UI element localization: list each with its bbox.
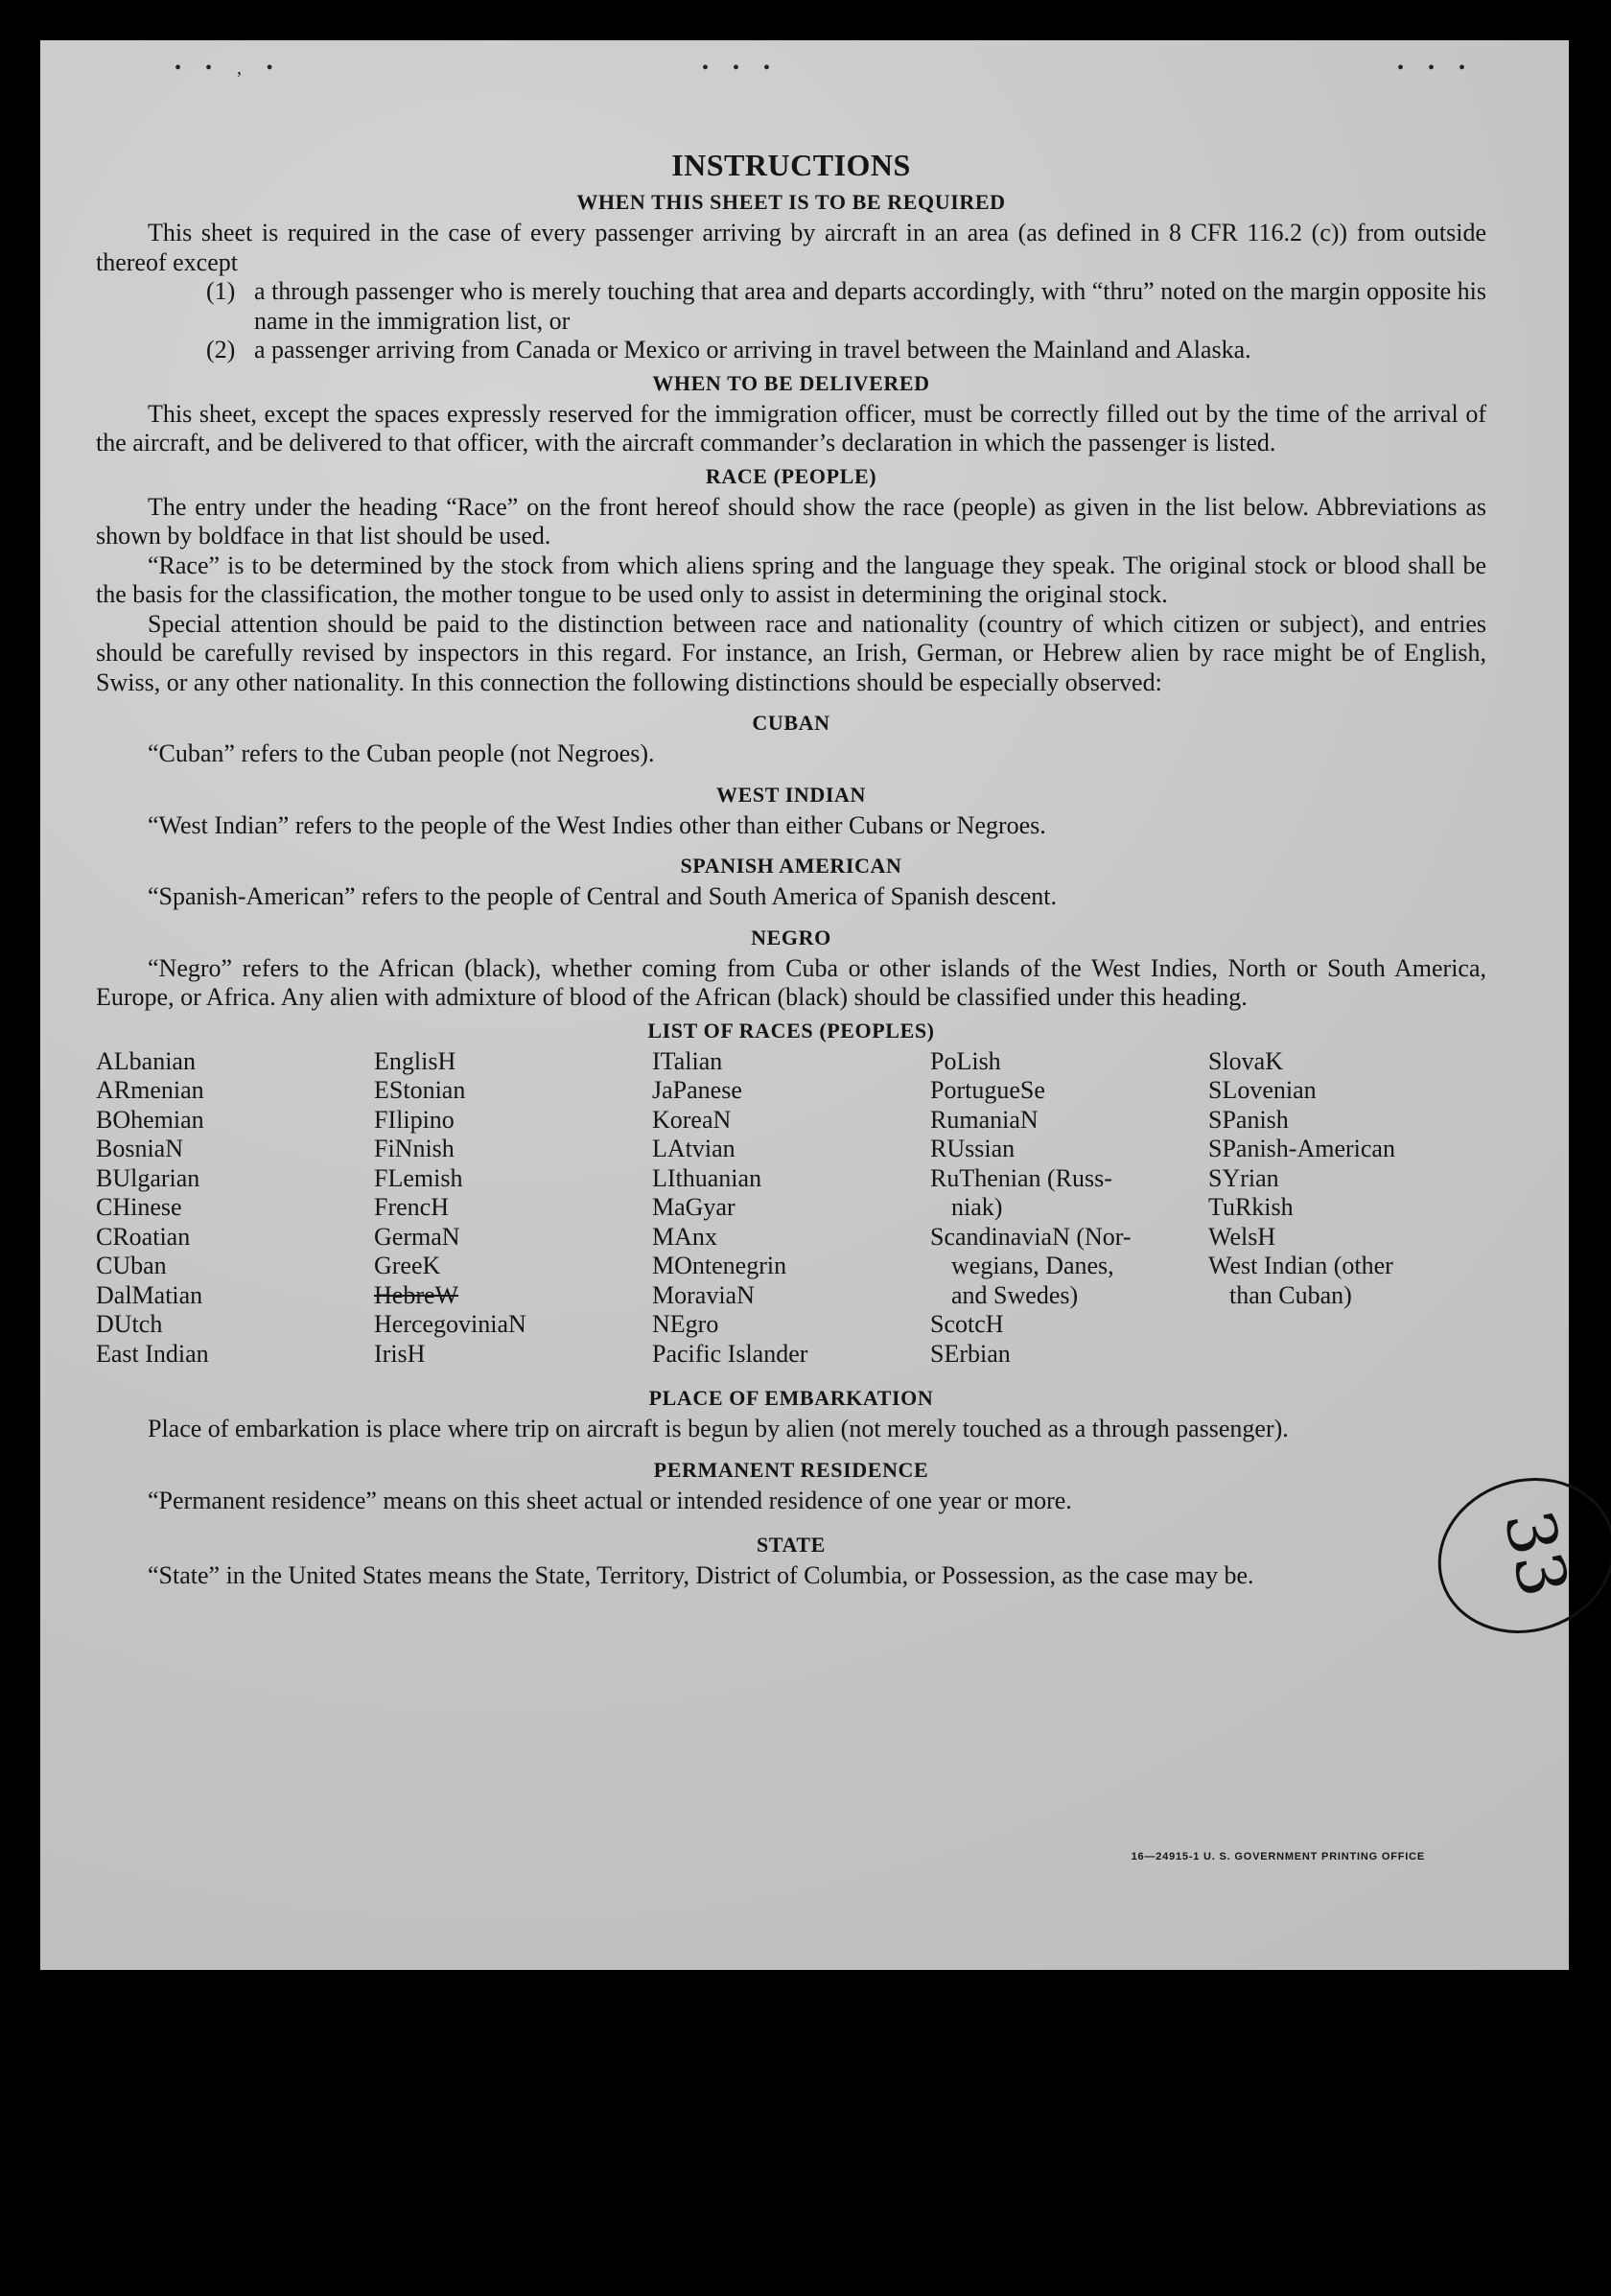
race-entry: ALbanian	[96, 1046, 196, 1075]
race-entry: Pacific Islander	[652, 1339, 808, 1368]
race-entry: and Swedes)	[951, 1280, 1079, 1309]
race-entry: CHinese	[96, 1193, 182, 1221]
race-column	[652, 1047, 930, 1370]
race-entry: ScandinaviaN (Nor-	[930, 1222, 1132, 1251]
race-column	[930, 1047, 1208, 1370]
race-entry: EnglisH	[374, 1046, 456, 1075]
heading-list-of-races: LIST OF RACES (PEOPLES)	[647, 1018, 935, 1043]
race-entry: GreeK	[374, 1252, 441, 1279]
paragraph-race-3: Special attention should be paid to the distinction between race and nationality (country of which citizen or subject), and entries should be carefully revised by inspectors in this regard. For instance, an Irish, German, or Hebrew alien by race might be of English, Swiss, or any other nationality. In this connection the following distinctions should be especially observed:	[96, 609, 1486, 696]
list-text: a passenger arriving from Canada or Mexico or arriving in travel between the Mainland and Alaska.	[254, 336, 1251, 363]
heading-cuban: CUBAN	[752, 711, 830, 735]
heading-permanent-residence: PERMANENT RESIDENCE	[653, 1457, 929, 1482]
race-entry: FIlipino	[374, 1105, 455, 1134]
instruction-sheet	[40, 40, 1584, 1970]
race-entry: ARmenian	[96, 1076, 204, 1104]
list-number: (1)	[206, 277, 236, 305]
race-entry: MOntenegrin	[652, 1252, 787, 1279]
race-entry: RuThenian (Russ-	[930, 1163, 1112, 1192]
race-entry: IrisH	[374, 1339, 426, 1368]
paragraph-embarkation: Place of embarkation is place where trip on aircraft is begun by alien (not merely touched as a through passenger).	[148, 1415, 1289, 1442]
heading-race: RACE (PEOPLE)	[705, 463, 877, 488]
printing-office-code: 16—24915-1 U. S. GOVERNMENT PRINTING OFFICE	[1131, 1851, 1425, 1863]
paragraph-negro: “Negro” refers to the African (black), whether coming from Cuba or other islands of the West Indies, North or South America, Europe, or Africa. Any alien with admixture of blood of the African (black) should be classified under this heading.	[96, 953, 1486, 1011]
paragraph-race-2: “Race” is to be determined by the stock from which aliens spring and the language they speak. The original stock or blood shall be the basis for the classification, the mother tongue to be used only to assist in determining the original stock.	[96, 551, 1486, 608]
race-column	[374, 1047, 652, 1370]
race-entry: PoLish	[930, 1046, 1001, 1075]
paragraph-cuban: “Cuban” refers to the Cuban people (not Negroes).	[148, 739, 655, 767]
race-entry: DUtch	[96, 1310, 163, 1338]
punch-marks: • • •	[702, 58, 781, 79]
race-entry: CUban	[96, 1252, 167, 1279]
paragraph-spanish-american: “Spanish-American” refers to the people of Central and South America of Spanish descent.	[148, 882, 1057, 910]
race-column	[1208, 1047, 1486, 1370]
paragraph-permanent-residence: “Permanent residence” means on this sheet actual or intended residence of one year or more.	[148, 1486, 1072, 1514]
race-entry: FrencH	[374, 1193, 449, 1221]
heading-when-required: WHEN THIS SHEET IS TO BE REQUIRED	[576, 190, 1006, 214]
race-entry: MAnx	[652, 1222, 717, 1251]
punch-marks: • • •	[1397, 58, 1476, 79]
race-entry: MoraviaN	[652, 1280, 755, 1309]
document-body	[96, 146, 1486, 1591]
list-item	[206, 277, 1486, 336]
punch-marks: • • ‚ •	[175, 58, 283, 79]
race-entry: CRoatian	[96, 1222, 191, 1251]
paragraph-west-indian: “West Indian” refers to the people of the West Indies other than either Cubans or Negroes.	[148, 810, 1046, 839]
race-entry: ScotcH	[930, 1310, 1004, 1338]
race-entry: BosniaN	[96, 1135, 183, 1162]
race-entry: West Indian (other	[1208, 1252, 1393, 1279]
race-entry: SPanish	[1208, 1105, 1289, 1134]
race-entry: ITalian	[652, 1046, 723, 1075]
race-entry: SLovenian	[1208, 1076, 1317, 1104]
race-entry: HebreW	[374, 1280, 459, 1309]
race-entry: KoreaN	[652, 1105, 732, 1134]
race-entry: FiNnish	[374, 1135, 455, 1162]
heading-state: STATE	[757, 1533, 826, 1557]
document-title: INSTRUCTIONS	[671, 148, 911, 182]
heading-spanish-american: SPANISH AMERICAN	[680, 854, 902, 878]
race-entry: SYrian	[1208, 1163, 1279, 1192]
list-text: a through passenger who is merely touching that area and departs accordingly, with “thru” noted on the margin opposite his name in the immigration list, or	[254, 277, 1486, 335]
race-entry: LIthuanian	[652, 1163, 762, 1192]
heading-embarkation: PLACE OF EMBARKATION	[648, 1386, 934, 1410]
race-entry: MaGyar	[652, 1193, 735, 1221]
races-table	[96, 1047, 1486, 1370]
list-number: (2)	[206, 336, 236, 363]
race-entry: East Indian	[96, 1339, 209, 1368]
race-entry: niak)	[951, 1193, 1003, 1221]
race-entry: WelsH	[1208, 1222, 1276, 1251]
heading-west-indian: WEST INDIAN	[716, 782, 866, 807]
race-entry: LAtvian	[652, 1135, 735, 1162]
list-item	[206, 336, 1486, 365]
handwritten-number-text: 33	[1488, 1503, 1584, 1605]
race-entry: JaPanese	[652, 1076, 742, 1104]
race-entry: GermaN	[374, 1222, 460, 1251]
paragraph-required-intro: This sheet is required in the case of every passenger arriving by aircraft in an area (as defined in 8 CFR 116.2 (c)) from outside thereof except	[96, 219, 1486, 276]
race-entry: FLemish	[374, 1163, 463, 1192]
race-column	[96, 1047, 374, 1370]
race-entry: SPanish-American	[1208, 1135, 1395, 1162]
race-entry: BUlgarian	[96, 1163, 200, 1192]
paragraph-delivered: This sheet, except the spaces expressly reserved for the immigration officer, must be correctly filled out by the time of the arrival of the aircraft, and be delivered to that officer, with the aircraft commander’s declaration in which the passenger is listed.	[96, 399, 1486, 457]
race-entry: PortugueSe	[930, 1076, 1045, 1104]
race-entry: TuRkish	[1208, 1193, 1294, 1221]
race-entry: HercegoviniaN	[374, 1310, 526, 1338]
paragraph-race-1: The entry under the heading “Race” on the front hereof should show the race (people) as given in the list below. Abbreviations as shown by boldface in that list should be used.	[96, 492, 1486, 550]
race-entry: RUssian	[930, 1135, 1016, 1162]
handwritten-page-number	[1419, 1473, 1611, 1636]
race-entry: than Cuban)	[1229, 1280, 1352, 1309]
race-entry: wegians, Danes,	[951, 1252, 1114, 1279]
race-entry: BOhemian	[96, 1105, 204, 1134]
heading-when-delivered: WHEN TO BE DELIVERED	[652, 370, 930, 395]
heading-negro: NEGRO	[751, 925, 831, 949]
race-entry: EStonian	[374, 1076, 466, 1104]
race-entry: DalMatian	[96, 1280, 203, 1309]
race-entry: SlovaK	[1208, 1046, 1283, 1075]
race-entry: NEgro	[652, 1310, 719, 1338]
race-entry: RumaniaN	[930, 1105, 1039, 1134]
race-entry: SErbian	[930, 1339, 1011, 1368]
paragraph-state: “State” in the United States means the State, Territory, District of Columbia, or Possession, as the case may be.	[148, 1561, 1254, 1589]
